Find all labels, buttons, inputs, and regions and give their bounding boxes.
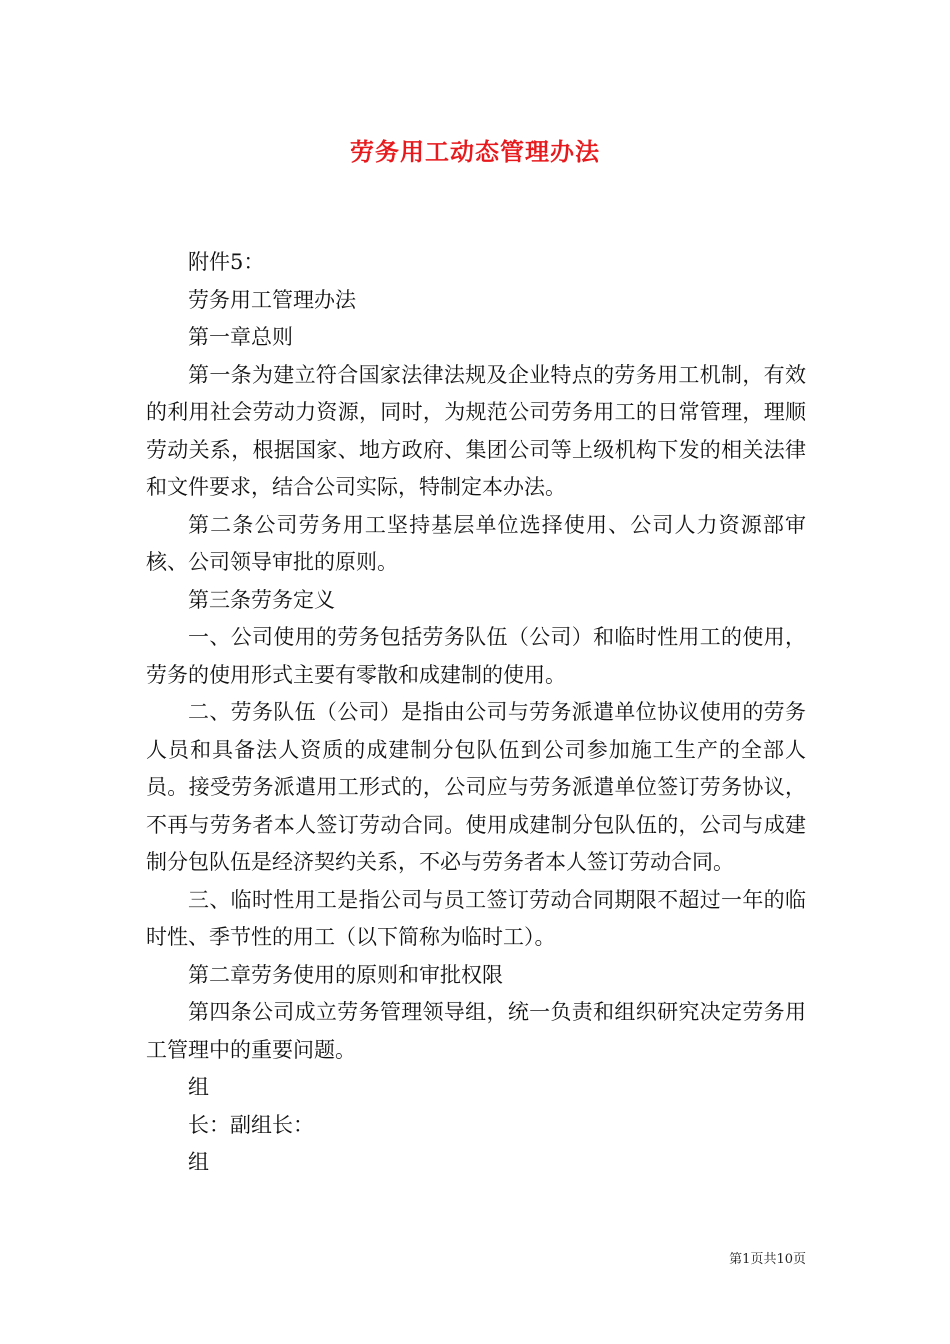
article-3-item-2: 二、劳务队伍（公司）是指由公司与劳务派遣单位协议使用的劳务人员和具备法人资质的成建制分包队伍到公司参加施工生产的全部人员。接受劳务派遣用工形式的，公司应与劳务派遣单位签订劳务协议，不再与劳务者本人签订劳动合同。使用成建制分包队伍的，公司与成建制分包队伍是经济契约关系，不必与劳务者本人签订劳动合同。 [146, 700, 806, 874]
paragraph-subtitle: 劳务用工管理办法 [188, 287, 356, 312]
document-body [146, 244, 806, 1182]
group-line-1: 组 [188, 1075, 209, 1099]
group-line-3: 组 [188, 1150, 209, 1174]
article-4: 第四条公司成立劳务管理领导组，统一负责和组织研究决定劳务用工管理中的重要问题。 [146, 1000, 806, 1062]
article-1: 第一条为建立符合国家法律法规及企业特点的劳务用工机制，有效的利用社会劳动力资源，同时，为规范公司劳务用工的日常管理，理顺劳动关系，根据国家、地方政府、集团公司等上级机构下发的相关法律和文件要求，结合公司实际，特制定本办法。 [146, 362, 806, 499]
article-3-item-3: 三、临时性用工是指公司与员工签订劳动合同期限不超过一年的临时性、季节性的用工（以下简称为临时工）。 [146, 887, 806, 949]
document-title: 劳务用工动态管理办法 [350, 137, 600, 166]
paragraph-attachment: 附件5： [188, 250, 265, 274]
chapter-heading-2: 第二章劳务使用的原则和审批权限 [188, 962, 503, 987]
chapter-heading-1: 第一章总则 [188, 325, 293, 349]
group-line-2: 长：副组长： [188, 1112, 314, 1137]
article-3: 第三条劳务定义 [188, 587, 335, 612]
page-footer: 第1页共10页 [729, 1252, 806, 1267]
article-3-item-1: 一、公司使用的劳务包括劳务队伍（公司）和临时性用工的使用，劳务的使用形式主要有零散和成建制的使用。 [146, 625, 806, 687]
article-2: 第二条公司劳务用工坚持基层单位选择使用、公司人力资源部审核、公司领导审批的原则。 [146, 512, 806, 574]
